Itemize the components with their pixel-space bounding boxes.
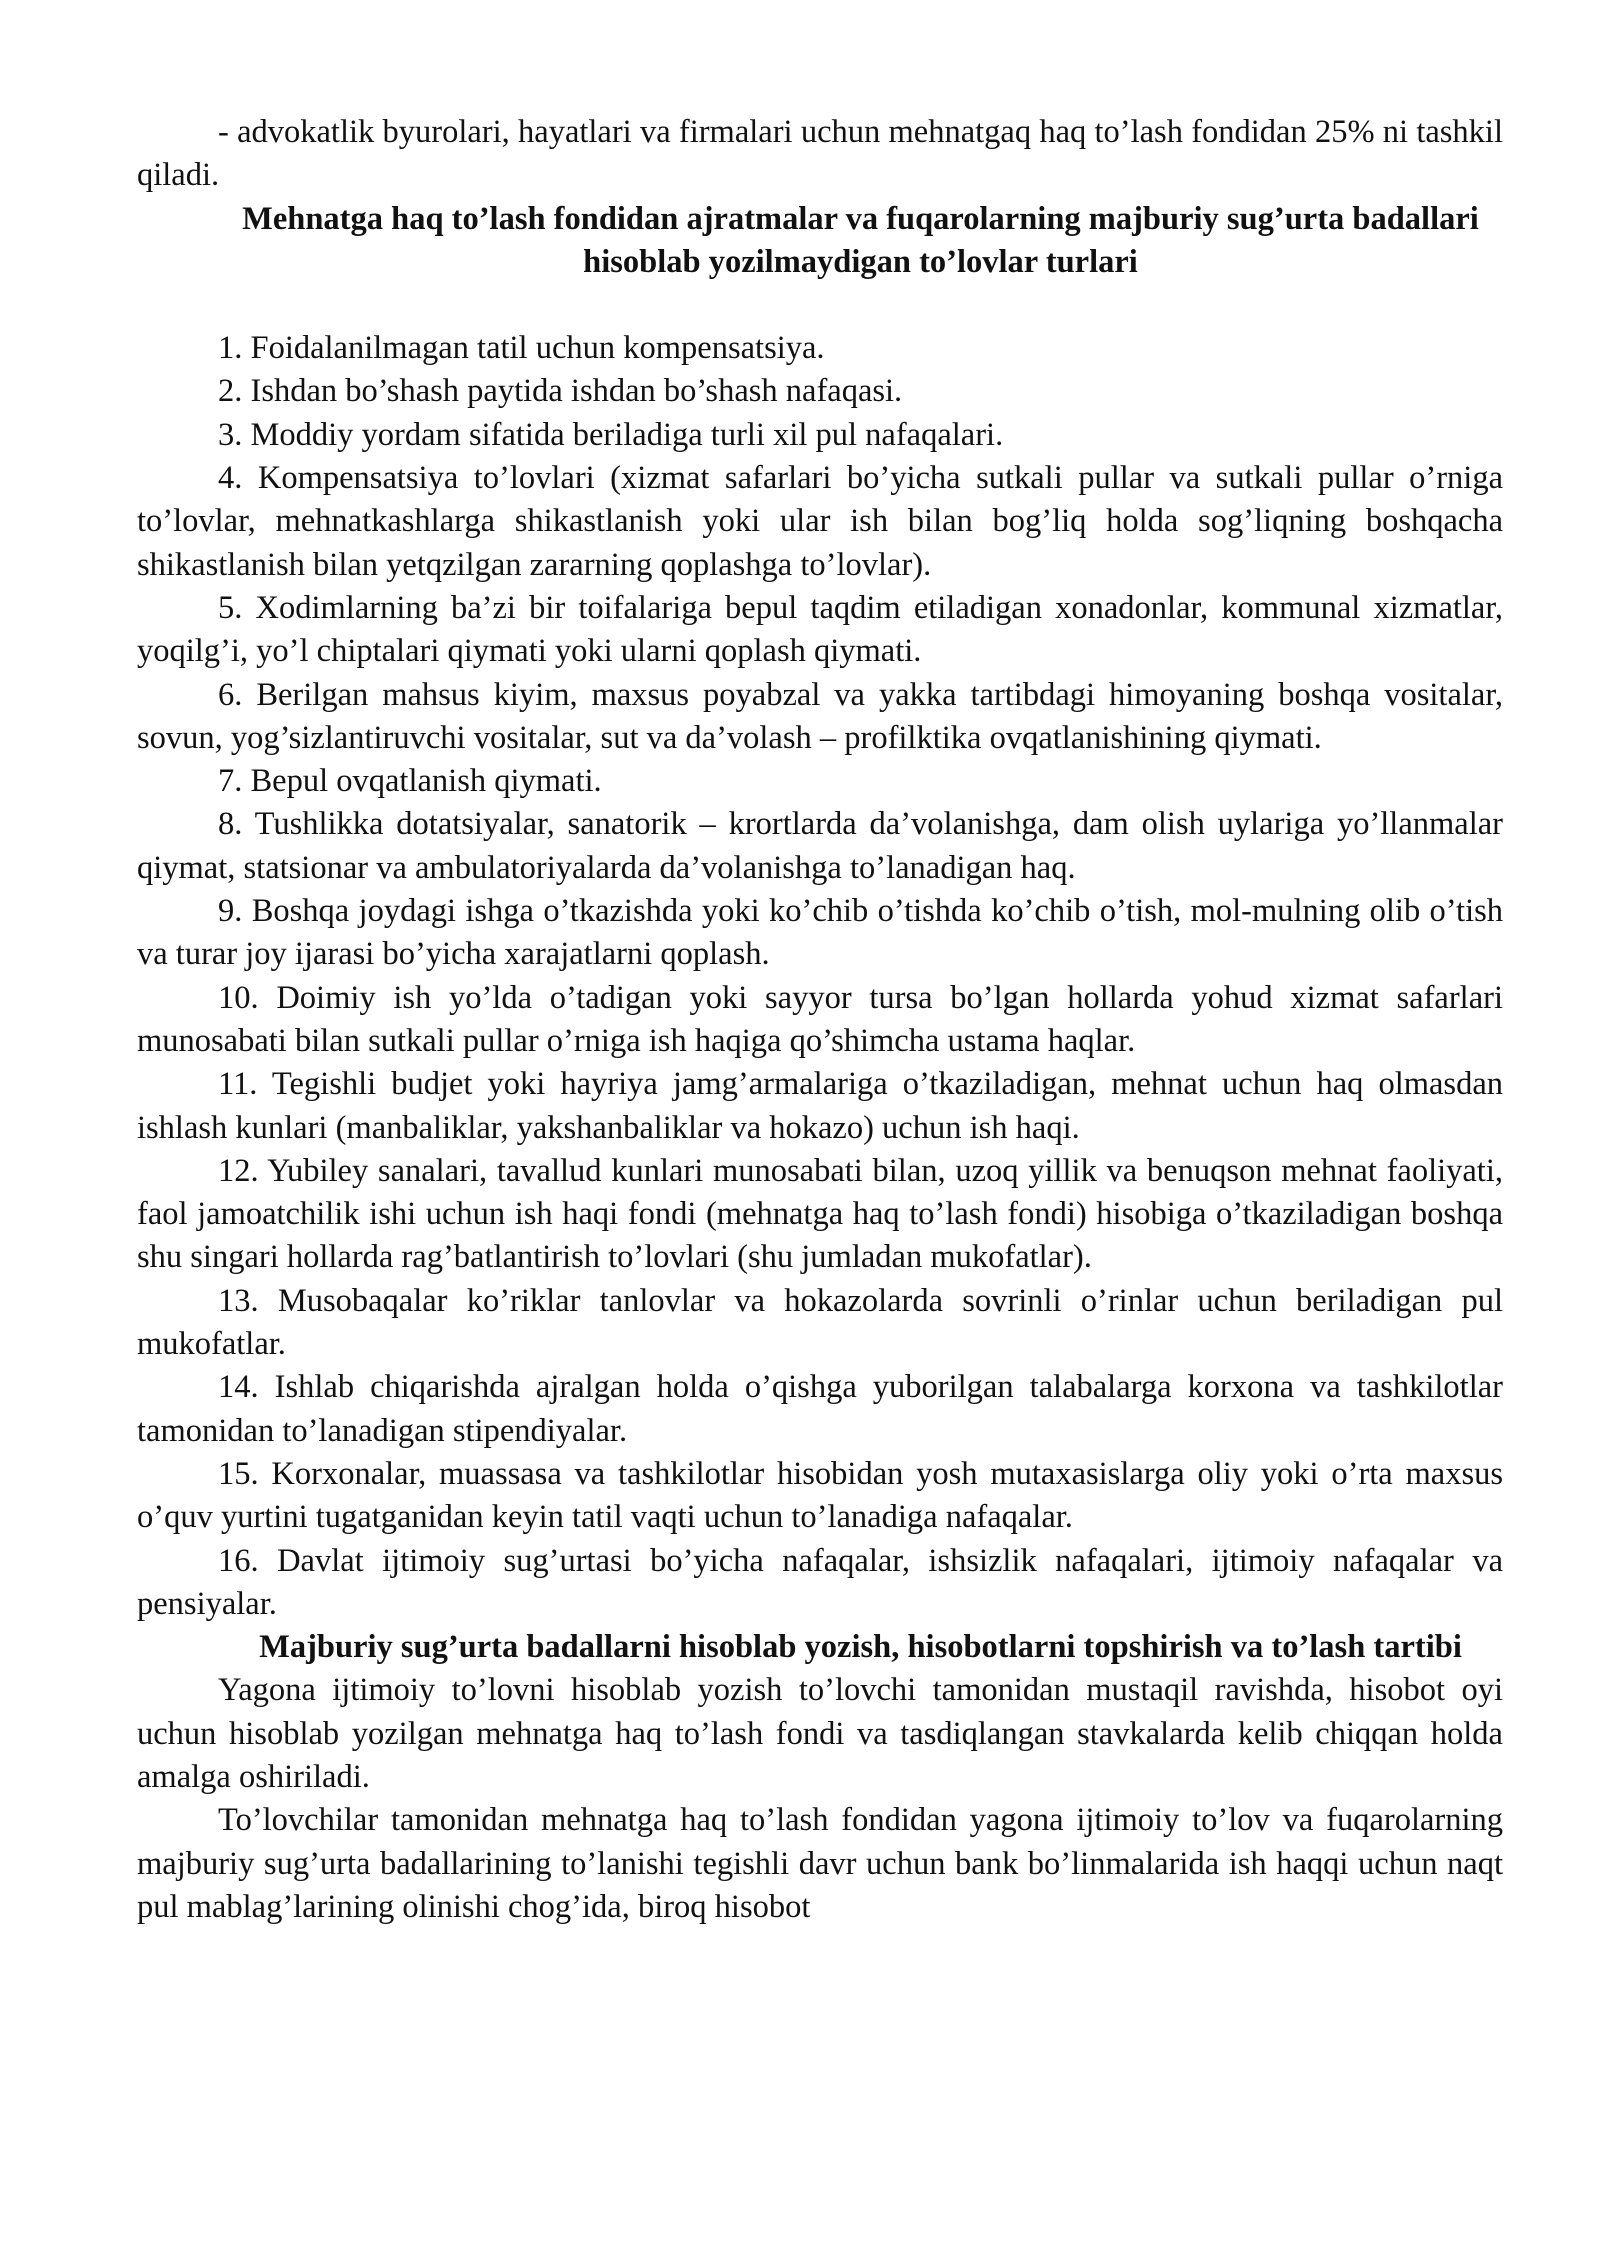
list-item: 7. Bepul ovqatlanish qiymati. — [218, 763, 602, 800]
list-item: 16. Davlat ijtimoiy sug’urtasi bo’yicha nafaqalar, ishsizlik nafaqalari, ijtimoiy nafaqalar va pensiyalar. — [137, 1542, 1503, 1622]
list-item: 12. Yubiley sanalari, tavallud kunlari munosabati bilan, uzoq yillik va benuqson mehnat faoliyati, faol jamoatchilik ishi uchun ish haqi fondi (mehnatga haq to’lash fondi) hisobiga o’tkaziladigan boshqa shu singari hollarda rag’batlantirish to’lovlari (shu jumladan mukofatlar). — [137, 1152, 1503, 1276]
body-paragraph: Yagona ijtimoiy to’lovni hisoblab yozish to’lovchi tamonidan mustaqil ravishda, hisobot oyi uchun hisoblab yozilgan mehnatga haq to’lash fondi va tasdiqlangan stavkalarda kelib chiqqan holda amalga oshiriladi. — [137, 1672, 1503, 1795]
list-item: 11. Tegishli budjet yoki hayriya jamg’armalariga o’tkaziladigan, mehnat uchun haq olmasdan ishlash kunlari (manbaliklar, yakshanbaliklar va hokazo) uchun ish haqi. — [137, 1066, 1503, 1146]
list-item: 14. Ishlab chiqarishda ajralgan holda o’qishga yuborilgan talabalarga korxona va tashkilotlar tamonidan to’lanadigan stipendiyalar. — [137, 1369, 1503, 1449]
list-item: 15. Korxonalar, muassasa va tashkilotlar hisobidan yosh mutaxasislarga oliy yoki o’rta maxsus o’quv yurtini tugatganidan keyin tatil vaqti uchun to’lanadiga nafaqalar. — [137, 1455, 1503, 1536]
section-heading-insurance-procedure: Majburiy sug’urta badallarni hisoblab yozish, hisobotlarni topshirish va to’lash tartibi — [259, 1629, 1462, 1666]
list-item: 5. Xodimlarning ba’zi bir toifalariga bepul taqdim etiladigan xonadonlar, kommunal xizmatlar, yoqilg’i, yo’l chiptalari qiymati yoki ularni qoplash qiymati. — [137, 589, 1503, 670]
list-item: 8. Tushlikka dotatsiyalar, sanatorik – krortlarda da’volanishga, dam olish uylariga yo’llanmalar qiymat, statsionar va ambulatoriyalarda da’volanishga to’lanadigan haq. — [137, 806, 1503, 886]
blank-line — [137, 284, 1503, 327]
list-item: 3. Moddiy yordam sifatida beriladiga turli xil pul nafaqalari. — [218, 416, 1004, 453]
intro-paragraph: - advokatlik byurolari, hayatlari va firmalari uchun mehnatgaq haq to’lash fondidan 25% ni tashkil qiladi. — [137, 114, 1503, 194]
body-paragraph: To’lovchilar tamonidan mehnatga haq to’lash fondidan yagona ijtimoiy to’lov va fuqarolarning majburiy sug’urta badallarining to’lanishi tegishli davr uchun bank bo’linmalarida ish haqqi uchun naqt pul mablag’larining olinishi chog’ida, biroq hisobot — [137, 1802, 1503, 1925]
list-item: 10. Doimiy ish yo’lda o’tadigan yoki sayyor tursa bo’lgan hollarda yohud xizmat safarlari munosabati bilan sutkali pullar o’rniga ish haqiga qo’shimcha ustama haqlar. — [137, 979, 1503, 1059]
list-item: 2. Ishdan bo’shash paytida ishdan bo’shash nafaqasi. — [218, 373, 903, 410]
list-item: 6. Berilgan mahsus kiyim, maxsus poyabzal va yakka tartibdagi himoyaning boshqa vositalar, sovun, yog’sizlantiruvchi vositalar, sut va da’volash – profilktika ovqatlanishining qiymati. — [137, 676, 1503, 756]
section-heading-exempt-payments: Mehnatga haq to’lash fondidan ajratmalar va fuqarolarning majburiy sug’urta badallari hisoblab yozilmaydigan to’lovlar turlari — [242, 200, 1479, 280]
document-page — [137, 111, 1503, 1929]
list-item: 9. Boshqa joydagi ishga o’tkazishda yoki ko’chib o’tishda ko’chib o’tish, mol-mulning olib o’tish va turar joy ijarasi bo’yicha xarajatlarni qoplash. — [137, 893, 1503, 973]
list-item: 13. Musobaqalar ko’riklar tanlovlar va hokazolarda sovrinli o’rinlar uchun beriladigan pul mukofatlar. — [137, 1282, 1503, 1363]
list-item: 1. Foidalanilmagan tatil uchun kompensatsiya. — [218, 330, 825, 367]
list-item: 4. Kompensatsiya to’lovlari (xizmat safarlari bo’yicha sutkali pullar va sutkali pullar o’rniga to’lovlar, mehnatkashlarga shikastlanish yoki ular ish bilan bog’liq holda sog’liqning boshqacha shikastlanish bilan yetqzilgan zararning qoplashga to’lovlar). — [137, 460, 1503, 583]
